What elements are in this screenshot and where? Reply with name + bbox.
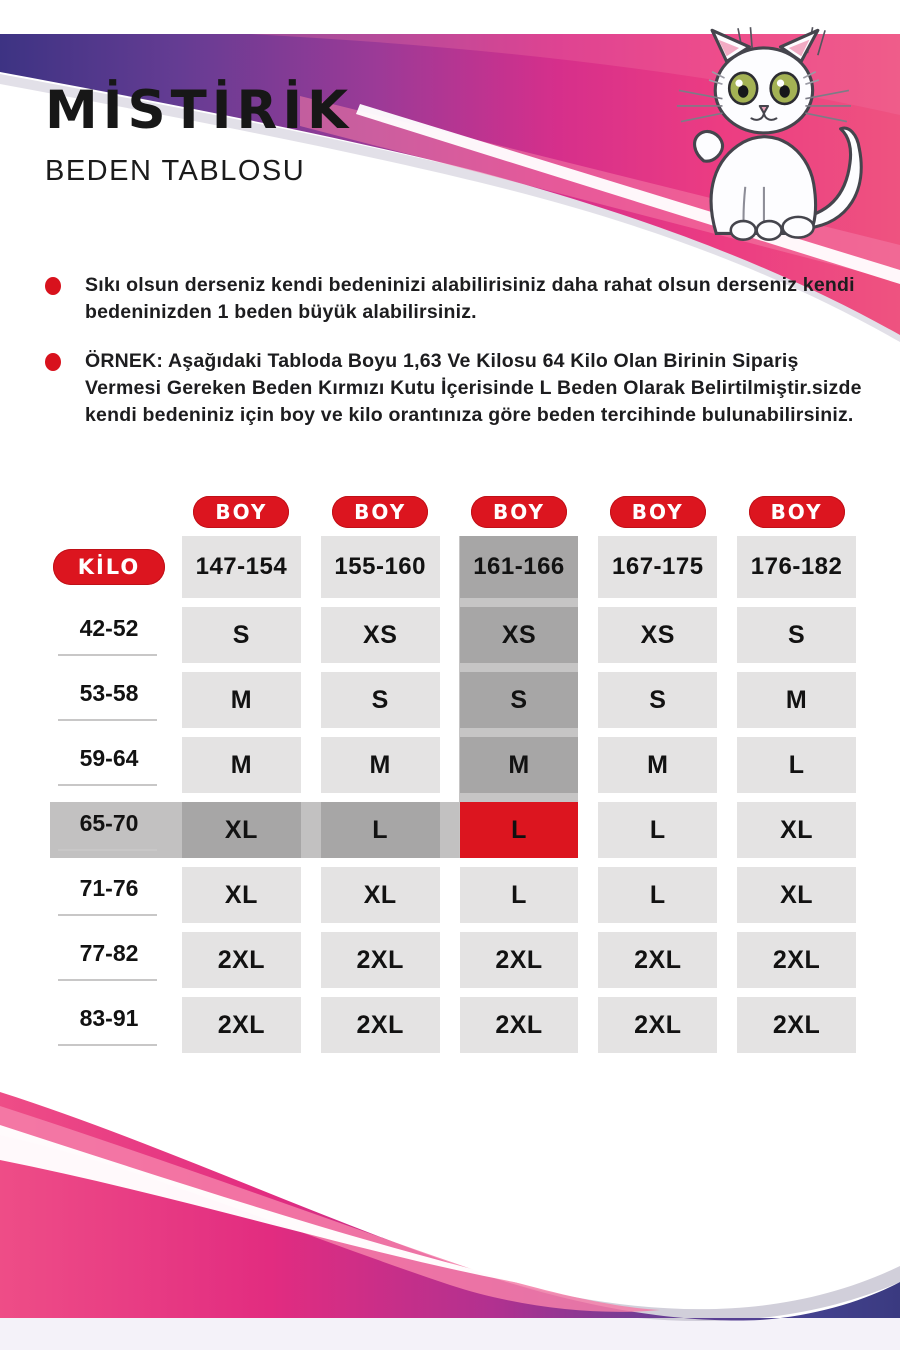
size-cells <box>182 737 856 793</box>
size-cell: M <box>182 737 301 793</box>
boy-header-pill: BOY <box>193 496 289 528</box>
boy-pill-wrap <box>737 496 856 528</box>
table-row <box>50 997 856 1053</box>
kilo-range <box>53 607 165 663</box>
size-cell: S <box>182 607 301 663</box>
size-cell: M <box>737 672 856 728</box>
size-cell: S <box>321 672 440 728</box>
cat-pupil <box>738 85 748 97</box>
cat-pupil <box>779 85 789 97</box>
brand-title: MİSTİRİK <box>45 80 354 141</box>
boy-header-row <box>182 496 856 528</box>
size-cell-highlighted: S <box>460 672 579 728</box>
size-cell: 2XL <box>460 932 579 988</box>
size-cell: M <box>598 737 717 793</box>
size-cell: S <box>737 607 856 663</box>
size-cell: 2XL <box>182 932 301 988</box>
height-range-cell-highlighted: 161-166 <box>460 536 579 598</box>
size-cell-selected: L <box>460 802 579 858</box>
height-range-cell: 176-182 <box>737 536 856 598</box>
cat-paw <box>731 221 756 240</box>
kilo-range-label: 53-58 <box>79 680 139 706</box>
cat-eye-glint <box>777 80 784 87</box>
boy-header-pill: BOY <box>610 496 706 528</box>
size-cells <box>182 997 856 1053</box>
note-item <box>45 272 865 327</box>
size-cell: XL <box>321 867 440 923</box>
size-cell: L <box>598 867 717 923</box>
size-cell: 2XL <box>598 932 717 988</box>
kilo-range-label: 42-52 <box>79 615 139 641</box>
cat-eye-glint <box>735 80 742 87</box>
size-cell: L <box>460 867 579 923</box>
cat-illustration <box>652 26 880 244</box>
size-cell-highlighted: M <box>460 737 579 793</box>
kilo-range <box>53 997 165 1053</box>
kilo-range-label: 77-82 <box>79 940 139 966</box>
table-row-highlighted <box>50 802 856 858</box>
note-item <box>45 348 865 430</box>
boy-pill-wrap <box>598 496 717 528</box>
size-cell: S <box>598 672 717 728</box>
boy-header-pill: BOY <box>749 496 845 528</box>
size-cell: L <box>737 737 856 793</box>
size-cell: 2XL <box>460 997 579 1053</box>
kilo-range <box>53 932 165 988</box>
kilo-header-pill: KİLO <box>53 549 165 585</box>
size-cell: M <box>321 737 440 793</box>
page-subtitle: BEDEN TABLOSU <box>45 155 306 187</box>
boy-header-pill: BOY <box>471 496 567 528</box>
size-cells <box>182 867 856 923</box>
size-cell: 2XL <box>182 997 301 1053</box>
table-row <box>50 867 856 923</box>
size-cell: 2XL <box>737 932 856 988</box>
kilo-range <box>53 737 165 793</box>
size-cell: XS <box>321 607 440 663</box>
kilo-range <box>53 867 165 923</box>
table-row <box>50 672 856 728</box>
notes-section <box>45 272 865 450</box>
kilo-range-label: 65-70 <box>79 810 139 836</box>
size-cell: M <box>182 672 301 728</box>
size-cell: 2XL <box>321 997 440 1053</box>
size-cells <box>182 672 856 728</box>
size-cell-highlighted: L <box>321 802 440 858</box>
height-range-cell: 155-160 <box>321 536 440 598</box>
boy-pill-wrap <box>182 496 301 528</box>
size-cell: XS <box>598 607 717 663</box>
size-table <box>50 496 856 1053</box>
boy-pill-wrap <box>321 496 440 528</box>
bullet-icon <box>45 353 61 371</box>
size-cell: 2XL <box>598 997 717 1053</box>
size-cell: 2XL <box>737 997 856 1053</box>
kilo-range <box>53 802 165 858</box>
size-cells <box>182 607 856 663</box>
height-range-row <box>182 536 856 598</box>
height-range-cell: 147-154 <box>182 536 301 598</box>
kilo-range-label: 71-76 <box>79 875 139 901</box>
size-cells <box>182 802 856 858</box>
size-cell: XL <box>737 802 856 858</box>
size-cells <box>182 932 856 988</box>
size-cell: XL <box>737 867 856 923</box>
size-cell: L <box>598 802 717 858</box>
cat-hind-foot <box>783 217 814 238</box>
note-text: Sıkı olsun derseniz kendi bedeninizi alabilirisiniz daha rahat olsun derseniz kendi bedeninizden 1 beden büyük alabilirsiniz. <box>85 274 855 324</box>
kilo-range <box>53 672 165 728</box>
size-cell: XL <box>182 867 301 923</box>
table-row <box>50 932 856 988</box>
bottom-ribbon-graphic <box>0 1080 900 1350</box>
size-cell: 2XL <box>321 932 440 988</box>
table-row <box>50 737 856 793</box>
size-cell-highlighted: XS <box>460 607 579 663</box>
size-cell-highlighted: XL <box>182 802 301 858</box>
note-text: ÖRNEK: Aşağıdaki Tabloda Boyu 1,63 Ve Kilosu 64 Kilo Olan Birinin Sipariş Vermesi Gereken Beden Kırmızı Kutu İçerisinde L Beden Olarak Belirtilmiştir.sizde kendi bedeniniz için boy ve kilo orantınıza göre beden tercihinde bulunabilirsiniz. <box>85 349 862 427</box>
boy-header-pill: BOY <box>332 496 428 528</box>
brand-header <box>45 80 353 188</box>
kilo-range-label: 59-64 <box>79 745 139 771</box>
cat-paw <box>757 221 782 240</box>
kilo-range-label: 83-91 <box>79 1005 139 1031</box>
bullet-icon <box>45 277 61 295</box>
table-row <box>50 607 856 663</box>
cat-raised-paw <box>695 131 723 161</box>
boy-pill-wrap <box>460 496 579 528</box>
height-range-cell: 167-175 <box>598 536 717 598</box>
